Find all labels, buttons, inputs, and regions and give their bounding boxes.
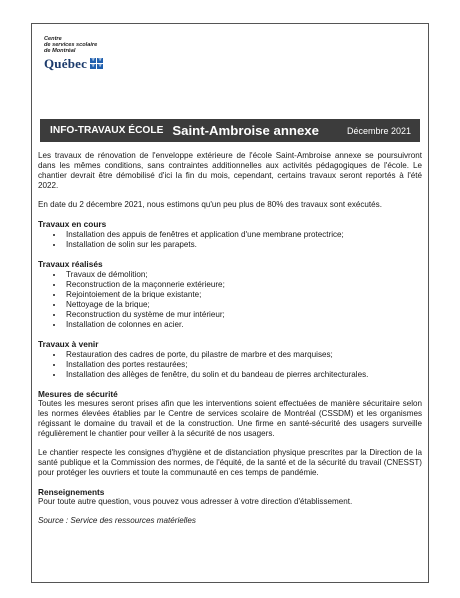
upcoming-list <box>38 350 422 380</box>
list-item: • Travaux de démolition; <box>64 270 422 280</box>
banner-date: Décembre 2021 <box>346 125 411 136</box>
fleur-de-lis-icon: ⚜ <box>90 63 96 70</box>
in-progress-list <box>38 230 422 250</box>
done-heading: Travaux réalisés <box>38 259 103 269</box>
logo-org-line-2: de services scolaire <box>44 42 98 49</box>
list-item: • Installation de colonnes en acier. <box>64 320 422 330</box>
safety-paragraph-1: Toutes les mesures seront prises afin que les interventions soient effectuées de manière sécuritaire selon les normes élevées établies par le Centre de services scolaire de Montréal (CSSDM) et les organismes régissant le domaine du travail et de la construction. Une firme en santé-sécurité des usagers surveille régulièrement le chantier pour veiller à la sécurité de nos usagers. <box>38 399 422 438</box>
banner-school-name: Saint-Ambroise annexe <box>172 123 319 138</box>
banner-label: INFO-TRAVAUX ÉCOLE <box>50 125 164 136</box>
safety-heading: Mesures de sécurité <box>38 389 118 399</box>
info-heading: Renseignements <box>38 487 105 497</box>
logo-quebec-wordmark: Québec <box>44 55 88 71</box>
intro-paragraph: Les travaux de rénovation de l'enveloppe extérieure de l'école Saint-Ambroise annexe se poursuivront dans les mêmes conditions, sans contraintes additionnelles aux activités pédagogiques de l'école. Le chantier devrait être démobilisé d'ici la fin du mois, cependant, certains travaux seront reportés à l'été 2022. <box>38 151 422 190</box>
quebec-flag-icon <box>90 58 103 69</box>
list-item: • Reconstruction du système de mur intérieur; <box>64 310 422 320</box>
progress-paragraph: En date du 2 décembre 2021, nous estimons qu'un peu plus de 80% des travaux sont exécutés. <box>38 200 382 209</box>
document-page <box>31 23 429 583</box>
fleur-de-lis-icon: ⚜ <box>97 57 103 64</box>
source-note: Source : Service des ressources matérielles <box>38 516 196 525</box>
logo-org-line-3: de Montréal <box>44 48 76 55</box>
list-item: • Reconstruction de la maçonnerie extérieure; <box>64 280 422 290</box>
list-item: • Installation des appuis de fenêtres et application d'une membrane protectrice; <box>64 230 422 240</box>
upcoming-heading: Travaux à venir <box>38 339 99 349</box>
title-banner <box>40 119 420 142</box>
list-item: • Installation des portes restaurées; <box>64 360 422 370</box>
list-item: • Rejointoiement de la brique existante; <box>64 290 422 300</box>
document-body <box>38 151 422 535</box>
in-progress-heading: Travaux en cours <box>38 219 107 229</box>
done-list <box>38 270 422 330</box>
safety-paragraph-2: Le chantier respecte les consignes d'hygiène et de distanciation physique prescrites par la Direction de la santé publique et la Commission des normes, de l'équité, de la santé et de la sécurité du travail (CNESST) pour protéger les ouvriers et toute la communauté en ces temps de pandémie. <box>38 448 422 477</box>
list-item: • Installation des allèges de fenêtre, du solin et du bandeau de pierres architecturales. <box>64 370 422 380</box>
logo-org-line-1: Centre <box>44 36 62 42</box>
fleur-de-lis-icon: ⚜ <box>90 57 96 64</box>
list-item: • Installation de solin sur les parapets. <box>64 240 422 250</box>
fleur-de-lis-icon: ⚜ <box>97 63 103 70</box>
list-item: • Nettoyage de la brique; <box>64 300 422 310</box>
logo-quebec-row <box>44 56 103 72</box>
cssdm-quebec-logo <box>44 36 103 72</box>
list-item: • Restauration des cadres de porte, du pilastre de marbre et des marquises; <box>64 350 422 360</box>
info-paragraph: Pour toute autre question, vous pouvez vous adresser à votre direction d'établissement. <box>38 497 353 506</box>
